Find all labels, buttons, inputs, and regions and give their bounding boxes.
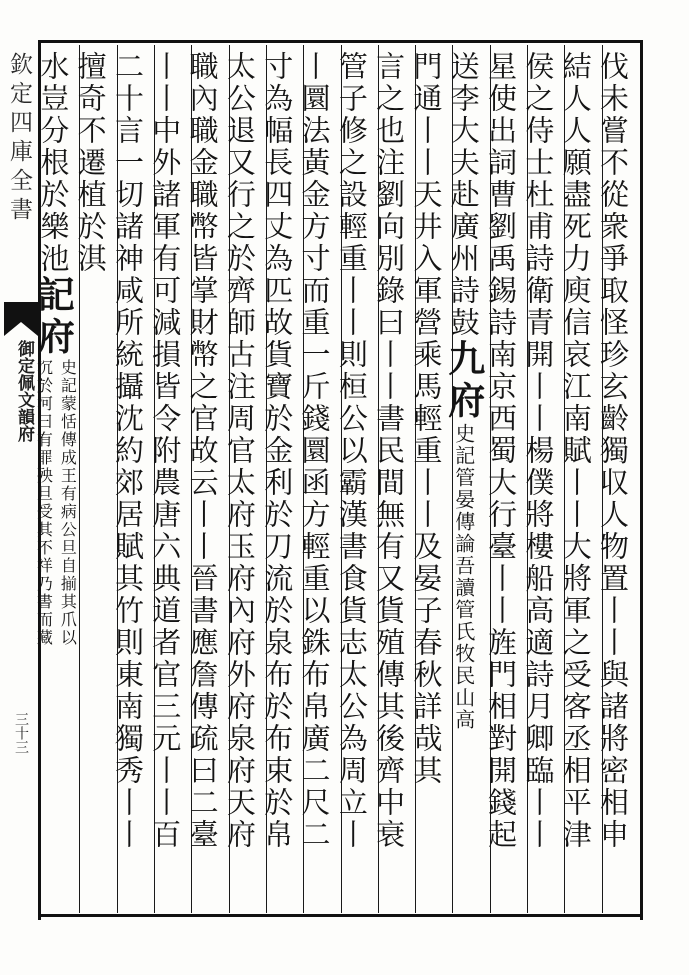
page-border-bottom xyxy=(38,914,643,917)
text-columns xyxy=(31,45,639,913)
text-column xyxy=(596,45,639,913)
body-text: 門通丨丨天井入軍營乘馬輕重丨丨及晏子春秋詳哉其 xyxy=(409,51,444,787)
body-text: 丨圜法黃金方寸而重一斤錢圜函方輕重以銖布帛廣二尺二 xyxy=(297,51,332,851)
body-text: 星使出詞曹劉禹錫詩南京西蜀大行臺丨丨旌門相對開錢起 xyxy=(484,51,519,851)
body-text: 伐未嘗不從衆爭取怪珍玄齡獨収人物置丨丨與諸將密相申 xyxy=(596,51,630,851)
entry-heading: 記府 xyxy=(31,275,76,359)
running-title: 欽定四庫全書 xyxy=(6,52,32,226)
body-text: 言之也注劉向別錄曰丨丨書民間無有又貨殖傳其後齊中衰 xyxy=(372,51,407,851)
body-text: 丨丨中外諸軍有可減損皆令附農唐六典道者官三元丨丨百 xyxy=(148,51,183,851)
commentary-line: 史記蒙恬傳成王有病公旦自揃其爪以 xyxy=(58,359,78,647)
commentary-note xyxy=(31,359,79,647)
body-text: 職內職金職幣皆掌財幣之官故云丨丨晉書應詹傳疏曰二臺 xyxy=(185,51,220,851)
commentary-line: 沉於河曰有罪殃旦受其不祥乃書而藏 xyxy=(34,359,54,647)
body-text: 送李大夫赴廣州詩鼓 xyxy=(446,51,481,339)
body-text: 寸為幅長四丈為匹故貨寶於金利於刀流於泉布於布束於帛 xyxy=(260,51,295,851)
body-text: 水豈分根於樂池 xyxy=(36,51,71,275)
body-text: 侯之侍士杜甫詩衛青開丨丨楊僕將樓船高適詩月卿臨丨丨 xyxy=(521,51,556,851)
section-title: 御定佩文韻府 xyxy=(14,340,34,442)
page-number: 三十三 xyxy=(13,712,29,754)
body-text: 二十言一切諸神咸所統攝沈約郊居賦其竹則東南獨秀丨丨 xyxy=(110,51,145,851)
page-border-top xyxy=(38,40,643,43)
commentary-note: 史記管晏傳論吾讀管氏牧民山高 xyxy=(451,423,476,731)
body-text: 管子修之設輕重丨丨則桓公以霸漢書食貨志太公為周立丨 xyxy=(334,51,369,851)
body-text: 太公退又行之於齊師古注周官太府玉府內府外府泉府天府 xyxy=(222,51,257,851)
body-text: 結人人願盡死力庾信哀江南賦丨丨大將軍之受客丞相平津 xyxy=(558,51,593,851)
entry-heading: 九府 xyxy=(441,339,486,423)
page-border-right xyxy=(640,40,643,920)
body-text: 擅奇不遷植於淇 xyxy=(73,51,108,275)
